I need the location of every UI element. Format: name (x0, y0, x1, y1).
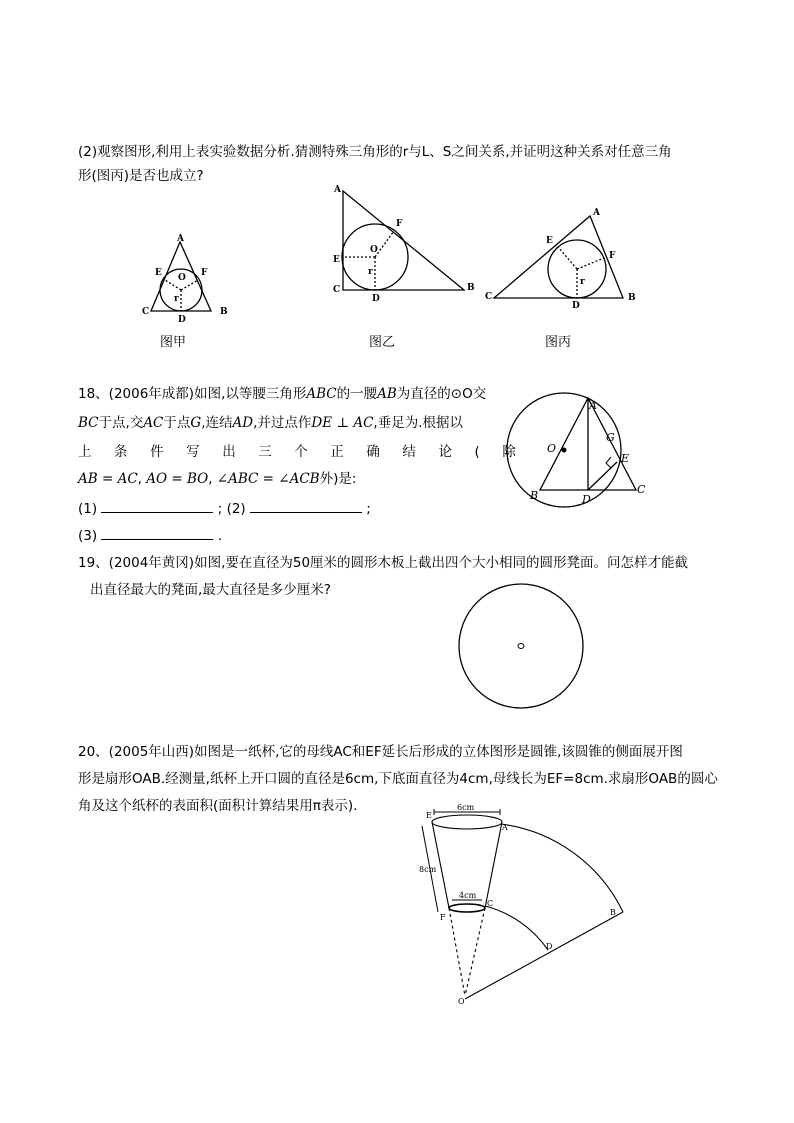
q18-center-dot (562, 448, 567, 453)
q18-label-o: O (547, 442, 557, 455)
q20-radius-ob (465, 912, 623, 999)
fig-bing-radius-e (558, 247, 577, 269)
fig-yi-label-e: E (333, 255, 340, 265)
fig-jia-label-o: O (178, 273, 186, 283)
fig-yi-label-c: C (333, 285, 341, 295)
q20-arc-inner (485, 906, 548, 950)
fig-jia-label-f: F (201, 268, 208, 278)
q18-right-angle-mark (606, 457, 611, 468)
q20-label-o: O (458, 997, 465, 1006)
q18-segment-de (588, 462, 617, 490)
fig-yi-label-f: F (396, 219, 403, 229)
fig-jia-label-d: D (178, 315, 186, 325)
q20-label-b: B (610, 908, 616, 917)
q20-label-4cm: 4cm (459, 891, 477, 900)
fig-yi-radius-f (375, 231, 394, 257)
fig-jia-label-r: r (174, 294, 179, 304)
answer-blank-1[interactable] (101, 499, 213, 513)
q20-line2: 形是扇形OAB.经测量,纸杯上开口圆的直径是6cm,下底面直径为4cm,母线长为EF=8cm.求扇形OAB的圆心 (78, 771, 718, 787)
q20-cup-bottom (449, 904, 485, 912)
fig-yi-label-r: r (368, 267, 373, 277)
q20-label-6cm: 6cm (457, 803, 475, 812)
q18-label-a: A (589, 399, 597, 412)
fig-bing-label-c: C (485, 292, 493, 302)
q18-line2: BC于点,交AC于点G,连结AD,并过点作DE ⊥ AC,垂足为.根据以 (78, 415, 464, 431)
answer-blank-3[interactable] (101, 526, 213, 540)
fig-yi-label-d: D (372, 294, 380, 304)
q20-dash-co (465, 908, 485, 996)
q19-figure (459, 584, 583, 708)
q20-label-c: C (487, 899, 494, 908)
fig-yi-label-b: B (467, 283, 475, 293)
q18-line3: 上 条 件 写 出 三 个 正 确 结 论 ( 除 (78, 444, 516, 460)
q17-line2: 形(图丙)是否也成立? (78, 168, 204, 184)
caption-bing: 图丙 (545, 335, 572, 350)
q19-circle (459, 584, 583, 708)
q19-center-mark (518, 644, 524, 649)
q18-label-g: G (606, 431, 615, 444)
fig-bing-label-f: F (609, 251, 616, 261)
fig-bing-label-r: r (580, 277, 585, 287)
q20-line3: 角及这个纸杯的表面积(面积计算结果用π表示). (78, 798, 358, 814)
figure-bing (494, 216, 623, 298)
fig-bing-label-e: E (546, 236, 553, 246)
fig-bing-radius-f (577, 258, 604, 269)
q19-line1: 19、(2004年黄冈)如图,要在直径为50厘米的圆形木板上截出四个大小相同的圆形凳面。问怎样才能截 (78, 555, 689, 571)
caption-yi: 图乙 (369, 335, 396, 350)
q18-label-d: D (582, 493, 591, 506)
q18-answers-row1: (1) ; (2) ; (78, 501, 371, 517)
q20-label-f: F (440, 913, 446, 922)
fig-bing-label-a: A (593, 208, 600, 218)
caption-jia: 图甲 (160, 335, 187, 350)
fig-jia-label-e: E (155, 268, 162, 278)
q18-label-c: C (637, 483, 646, 496)
q18-figure (507, 393, 636, 507)
q18-label-e: E (621, 452, 630, 465)
fig-jia-label-c: C (142, 307, 150, 317)
fig-jia-label-b: B (220, 307, 228, 317)
q20-line1: 20、(2005年山西)如图是一纸杯,它的母线AC和EF延长后形成的立体图形是圆锥,该圆锥的侧面展开图 (78, 744, 683, 760)
fig-yi-label-o: O (370, 245, 378, 255)
fig-bing-label-d: D (572, 301, 580, 311)
q19-line2: 出直径最大的凳面,最大直径是多少厘米? (90, 582, 331, 598)
q20-label-8cm: 8cm (419, 865, 437, 874)
answer-blank-2[interactable] (250, 499, 362, 513)
q20-label-d: D (546, 942, 553, 951)
q20-label-e: E (426, 811, 432, 820)
fig-bing-label-b: B (628, 293, 636, 303)
q18-answers-row2: (3) . (78, 528, 223, 544)
q20-arc-outer (501, 824, 623, 912)
q17-line1: (2)观察图形,利用上表实验数据分析.猜测特殊三角形的r与L、S之间关系,并证明这种关系对任意三角 (78, 144, 672, 160)
fig-yi-label-a: A (334, 185, 341, 195)
q20-figure (422, 809, 623, 999)
q20-cup-side-ac (485, 822, 502, 908)
q20-label-a: A (502, 823, 508, 832)
q18-line1: 18、(2006年成都)如图,以等腰三角形ABC的一腰AB为直径的⊙O交 (78, 386, 487, 402)
q18-label-b: B (530, 489, 539, 502)
figure-yi (342, 191, 464, 290)
fig-jia-label-a: A (177, 234, 184, 244)
q20-dash-fo (449, 908, 465, 996)
q18-line4: AB = AC, AO = BO, ∠ABC = ∠ACB外)是: (78, 471, 357, 487)
q20-cup-top (432, 815, 502, 829)
